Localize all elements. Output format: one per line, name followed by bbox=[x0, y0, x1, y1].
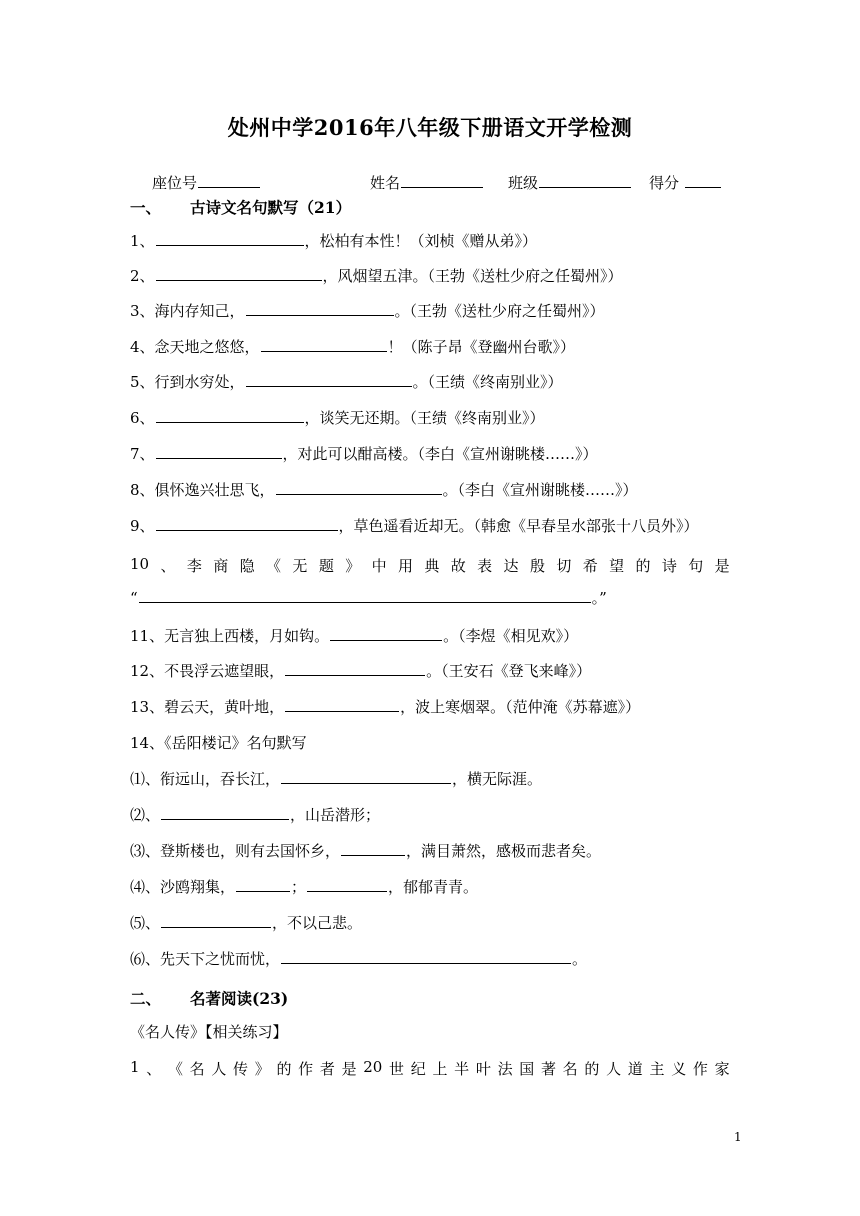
section2-question-1-char: 义 bbox=[671, 1060, 687, 1078]
question-10-char: 切 bbox=[556, 557, 572, 575]
question-11: 11、无言独上西楼，月如钩。 。（李煜《相见欢》） bbox=[130, 627, 579, 645]
section2-question-1-char: 者 bbox=[319, 1060, 335, 1078]
question-10-char: 、 bbox=[160, 557, 176, 575]
section2-question-1-char: 人 bbox=[211, 1060, 227, 1078]
section-heading-1: 一、 古诗文名句默写（21） bbox=[130, 198, 352, 217]
question-13: 13、碧云天，黄叶地， ，波上寒烟翠。（范仲淹《苏幕遮》） bbox=[130, 698, 641, 716]
question-7: 7、 ，对此可以酣高楼。（李白《宣州谢眺楼……》） bbox=[130, 445, 598, 463]
question-14: 14、《岳阳楼记》名句默写 bbox=[130, 734, 307, 752]
question-10-answer: “ 。” bbox=[130, 589, 607, 607]
question-9: 9、 ，草色遥看近却无。（韩愈《早春呈水部张十八员外》） bbox=[130, 517, 699, 535]
question-3: 3、海内存知己， 。（王勃《送杜少府之任蜀州》） bbox=[130, 302, 605, 320]
section2-question-1-char: 》 bbox=[254, 1060, 270, 1078]
question-10-char: 用 bbox=[397, 557, 413, 575]
section2-question-1-char: 名 bbox=[189, 1060, 205, 1078]
question-10-char: 10 bbox=[130, 555, 150, 573]
question-10-char: 商 bbox=[213, 557, 229, 575]
name-field: 姓名 bbox=[370, 172, 484, 193]
question-14-3: ⑶、登斯楼也，则有去国怀乡， ，满目萧然，感极而悲者矣。 bbox=[130, 842, 602, 860]
question-10-char: 达 bbox=[503, 557, 519, 575]
question-10-char: 诗 bbox=[661, 557, 677, 575]
question-10-char: 的 bbox=[635, 557, 651, 575]
section2-question-1-char: 、 bbox=[146, 1060, 162, 1078]
score-field: 得分 bbox=[649, 172, 722, 193]
question-10-char: 故 bbox=[450, 557, 466, 575]
section2-question-1-char: 法 bbox=[497, 1060, 513, 1078]
section2-question-1-char: 主 bbox=[649, 1060, 665, 1078]
question-10-char: 《 bbox=[266, 557, 282, 575]
question-10-char: 希 bbox=[582, 557, 598, 575]
question-10-char: 隐 bbox=[239, 557, 255, 575]
section2-question-1-char: 纪 bbox=[410, 1060, 426, 1078]
question-1: 1、 ，松柏有本性！（刘桢《赠从弟》） bbox=[130, 232, 538, 250]
section2-question-1-char: 《 bbox=[167, 1060, 183, 1078]
question-14-1: ⑴、衔远山，吞长江， ，横无际涯。 bbox=[130, 770, 543, 788]
section2-question-1-char: 作 bbox=[692, 1060, 708, 1078]
question-14-2: ⑵、 ，山岳潜形； bbox=[130, 806, 381, 824]
page-number: 1 bbox=[734, 1130, 742, 1144]
question-5: 5、行到水穷处， 。（王绩《终南别业》） bbox=[130, 373, 563, 391]
question-10-char: 典 bbox=[424, 557, 440, 575]
question-14-6: ⑹、先天下之忧而忧， 。 bbox=[130, 950, 588, 968]
question-10-char: 》 bbox=[345, 557, 361, 575]
question-14-4: ⑷、沙鸥翔集， ； ，郁郁青青。 bbox=[130, 878, 479, 896]
question-10 bbox=[130, 555, 730, 576]
question-10-char: 题 bbox=[318, 557, 334, 575]
seat-number-field: 座位号 bbox=[152, 172, 261, 193]
section2-question-1-char: 是 bbox=[341, 1060, 357, 1078]
question-4: 4、念天地之悠悠， ！（陈子昂《登幽州台歌》） bbox=[130, 338, 576, 356]
section2-question-1-char: 国 bbox=[519, 1060, 535, 1078]
section-heading-2: 二、 名著阅读(23) bbox=[130, 989, 289, 1008]
section2-question-1-char: 上 bbox=[432, 1060, 448, 1078]
question-10-char: 李 bbox=[186, 557, 202, 575]
question-10-char: 句 bbox=[688, 557, 704, 575]
question-10-char: 表 bbox=[477, 557, 493, 575]
section2-question-1-char: 著 bbox=[540, 1060, 556, 1078]
section2-question-1-char: 叶 bbox=[475, 1060, 491, 1078]
section2-question-1-char: 家 bbox=[714, 1060, 730, 1078]
section2-question-1-char: 世 bbox=[389, 1060, 405, 1078]
question-10-char: 是 bbox=[714, 557, 730, 575]
section2-question-1-char: 人 bbox=[606, 1060, 622, 1078]
section2-question-1-char: 20 bbox=[363, 1058, 383, 1076]
section2-question-1-char: 半 bbox=[454, 1060, 470, 1078]
class-field: 班级 bbox=[508, 172, 632, 193]
section2-question-1-char: 的 bbox=[276, 1060, 292, 1078]
section2-question-1-char: 名 bbox=[562, 1060, 578, 1078]
section2-question-1-char: 的 bbox=[584, 1060, 600, 1078]
page-title: 处州中学2016年八年级下册语文开学检测 bbox=[227, 115, 633, 140]
section2-question-1-char: 1 bbox=[130, 1058, 140, 1076]
question-2: 2、 ，风烟望五津。（王勃《送杜少府之任蜀州》） bbox=[130, 267, 623, 285]
question-10-char: 中 bbox=[371, 557, 387, 575]
question-8: 8、俱怀逸兴壮思飞， 。（李白《宣州谢眺楼……》） bbox=[130, 481, 638, 499]
subsection-title: 《名人传》【相关练习】 bbox=[130, 1023, 288, 1041]
question-10-char: 望 bbox=[609, 557, 625, 575]
question-14-5: ⑸、 ，不以己悲。 bbox=[130, 914, 363, 932]
section2-question-1 bbox=[130, 1058, 730, 1079]
question-12: 12、不畏浮云遮望眼， 。（王安石《登飞来峰》） bbox=[130, 662, 592, 680]
question-10-char: 无 bbox=[292, 557, 308, 575]
section2-question-1-char: 传 bbox=[233, 1060, 249, 1078]
question-10-char: 殷 bbox=[529, 557, 545, 575]
section2-question-1-char: 道 bbox=[627, 1060, 643, 1078]
section2-question-1-char: 作 bbox=[298, 1060, 314, 1078]
question-6: 6、 ，谈笑无还期。（王绩《终南别业》） bbox=[130, 409, 545, 427]
